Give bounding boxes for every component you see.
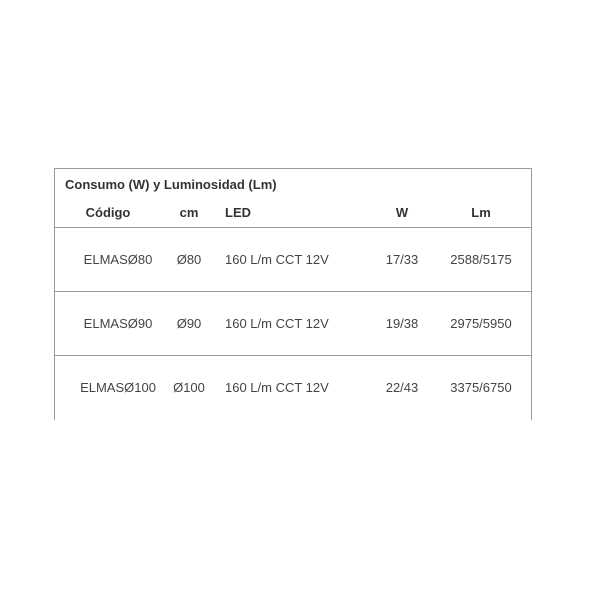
cell-w: 19/38 [385,316,419,331]
header-code: Código [85,205,131,220]
spec-table [54,168,532,420]
cell-cm: Ø80 [176,252,202,267]
cell-lm: 2975/5950 [450,316,512,331]
header-w: W [395,205,409,220]
cell-lm: 3375/6750 [450,380,512,395]
cell-cm: Ø90 [176,316,202,331]
table-row [55,356,531,420]
cell-w: 22/43 [385,380,419,395]
header-lm: Lm [471,205,491,220]
cell-led: 160 L/m CCT 12V [225,252,329,267]
cell-cm: Ø100 [173,380,205,395]
cell-led: 160 L/m CCT 12V [225,316,329,331]
cell-code: ELMASØ80 [83,252,153,267]
table-row [55,228,531,292]
cell-lm: 2588/5175 [450,252,512,267]
cell-code: ELMASØ100 [80,380,156,395]
cell-w: 17/33 [385,252,419,267]
cell-led: 160 L/m CCT 12V [225,380,329,395]
cell-code: ELMASØ90 [83,316,153,331]
table-caption: Consumo (W) y Luminosidad (Lm) [65,177,277,192]
header-cm: cm [179,205,199,220]
header-led: LED [225,205,251,220]
table-header-row [55,199,531,228]
table-row [55,292,531,356]
